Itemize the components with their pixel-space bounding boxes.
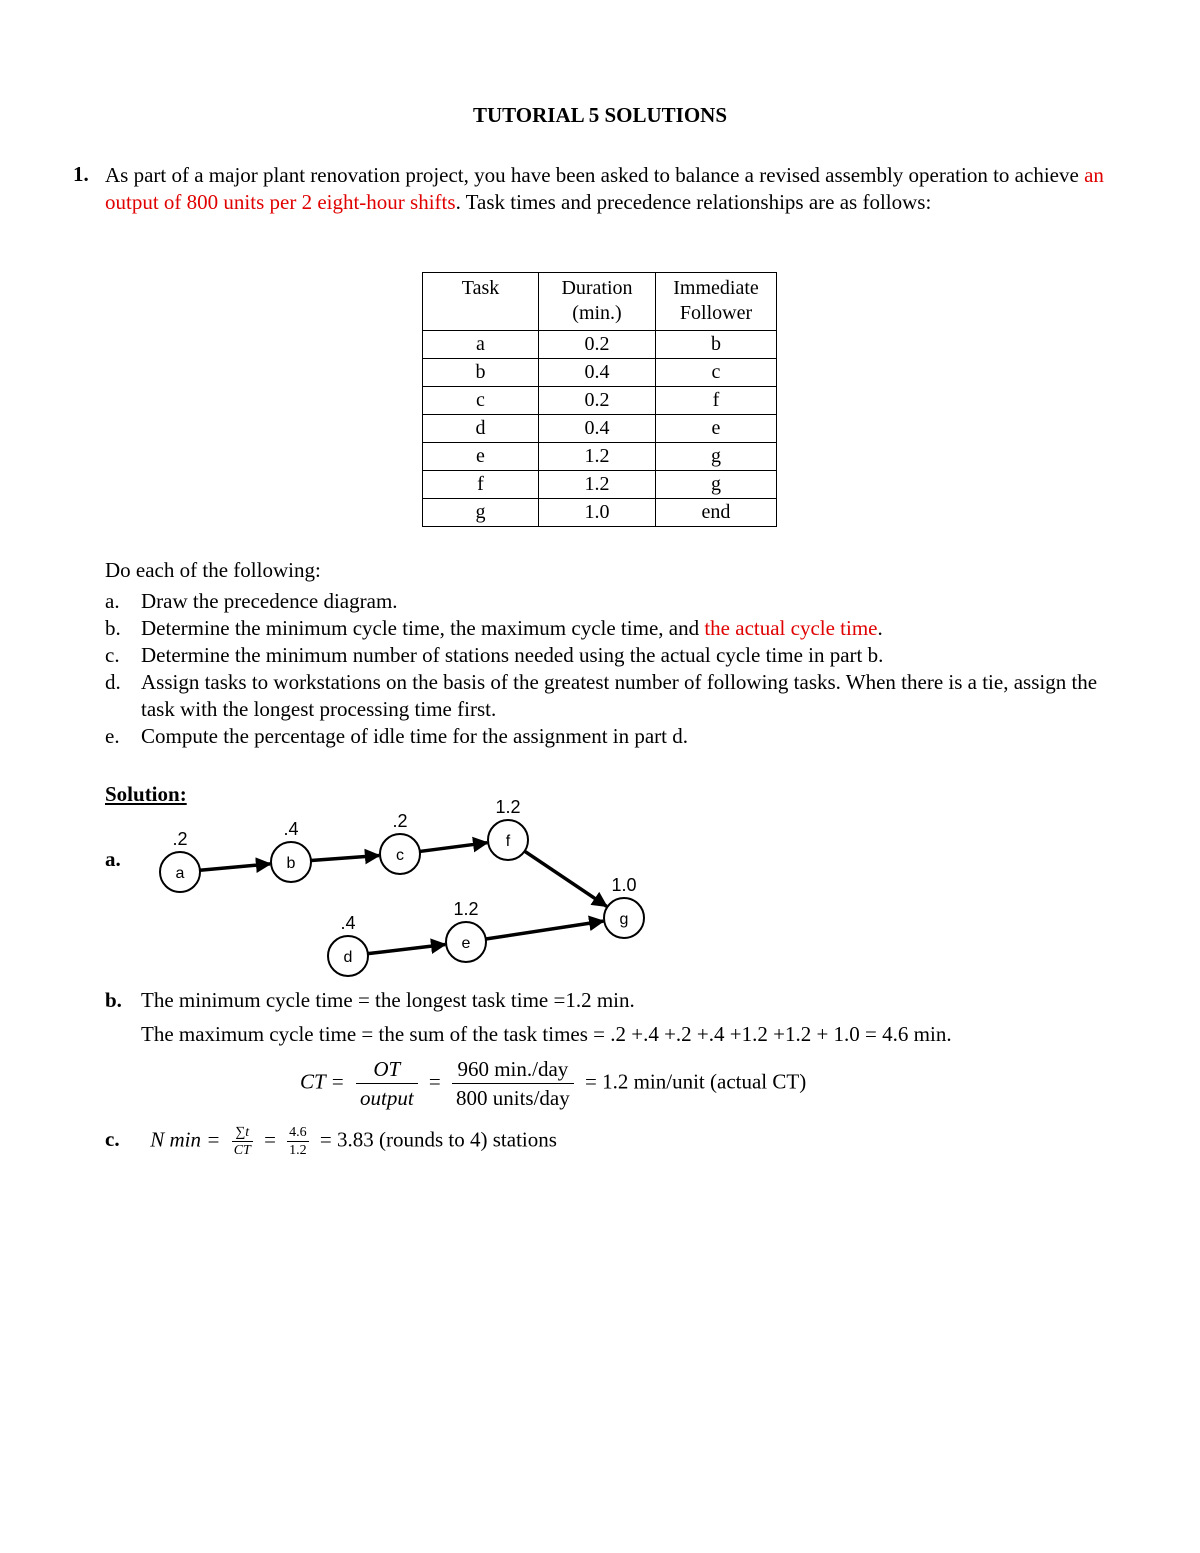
instruction-item (105, 615, 1135, 642)
edge-d-e (368, 944, 445, 953)
question-number: 1. (73, 162, 89, 186)
nmin-frac2-den: 1.2 (289, 1143, 307, 1158)
nmin-fraction-2 (287, 1124, 309, 1159)
table-row (423, 359, 777, 387)
node-time: 1.2 (453, 899, 479, 919)
node-c (380, 811, 420, 874)
node-a (160, 829, 200, 892)
page-title: TUTORIAL 5 SOLUTIONS (472, 103, 728, 127)
edge-e-g (486, 921, 603, 939)
table-cell: b (656, 331, 777, 359)
ct-result: = 1.2 min/unit (actual CT) (585, 1069, 807, 1094)
instruction-text: Assign tasks to workstations on the basis of the greatest number of following tasks. When there is a tie, assign the task with the longest processing time first. (141, 670, 1098, 721)
table-row (423, 499, 777, 527)
table-cell: g (423, 499, 539, 527)
question-highlight: an output of 800 units per 2 eight-hour shifts (105, 163, 1104, 214)
nmin-result: = 3.83 (rounds to 4) stations (319, 1127, 557, 1152)
node-e (446, 899, 486, 962)
table-row (423, 471, 777, 499)
nmin-frac1-num: ∑t (232, 1124, 253, 1142)
question-text (105, 162, 1130, 216)
ct-fraction-1 (356, 1055, 418, 1112)
node-g (604, 875, 644, 938)
edge-c-f (420, 843, 487, 852)
table-cell: 1.2 (539, 471, 656, 499)
node-time: .2 (172, 829, 188, 849)
node-label: f (505, 833, 511, 850)
instruction-letter: d. (105, 670, 121, 694)
node-time: .4 (283, 819, 299, 839)
node-b (271, 819, 311, 882)
node-time: 1.2 (495, 797, 521, 817)
table-cell: f (423, 471, 539, 499)
max-cycle-time-text: The maximum cycle time = the sum of the task times = .2 +.4 +.2 +.4 +1.2 +1.2 + 1.0 = 4.6 min. (141, 1022, 952, 1046)
table-row (423, 331, 777, 359)
instruction-item (105, 669, 1135, 723)
node-time: .4 (340, 913, 356, 933)
table-cell: 0.2 (539, 331, 656, 359)
edge-f-g (525, 851, 607, 906)
instruction-item (105, 723, 1135, 750)
ct-equation (300, 1055, 806, 1115)
ct-frac1-den: output (359, 1086, 414, 1110)
nmin-lhs: N min = (150, 1127, 221, 1152)
ct-frac1-num: OT (356, 1055, 418, 1084)
node-label: g (619, 911, 629, 928)
edge-b-c (311, 856, 379, 861)
table-row (423, 387, 777, 415)
table-cell: end (656, 499, 777, 527)
table-row (423, 443, 777, 471)
instruction-text: Determine the minimum number of stations needed using the actual cycle time in part b. (141, 643, 884, 667)
table-cell: a (423, 331, 539, 359)
nmin-frac1-den: CT (233, 1143, 251, 1158)
node-label: a (175, 865, 185, 882)
node-label: e (461, 935, 471, 952)
table-cell: 1.0 (539, 499, 656, 527)
instruction-letter: e. (105, 724, 120, 748)
instruction-item (105, 642, 1135, 669)
table-cell: 1.2 (539, 443, 656, 471)
table-cell: d (423, 415, 539, 443)
instruction-text-after: . (877, 616, 883, 640)
table-cell: 0.4 (539, 359, 656, 387)
table-row (423, 415, 777, 443)
instruction-text: Determine the minimum cycle time, the maximum cycle time, and (141, 616, 705, 640)
table-cell: c (656, 359, 777, 387)
question-text-before: As part of a major plant renovation project, you have been asked to balance a revised assembly operation to achieve (105, 163, 1085, 187)
table-header: Duration (min.) (539, 273, 656, 331)
nmin-equals: = (264, 1127, 276, 1152)
instruction-highlight: the actual cycle time (704, 616, 878, 640)
node-label: d (343, 949, 353, 966)
table-header: Immediate Follower (656, 273, 777, 331)
table-cell: e (656, 415, 777, 443)
table-cell: g (656, 443, 777, 471)
instruction-text: Draw the precedence diagram. (141, 589, 398, 613)
node-time: 1.0 (611, 875, 637, 895)
ct-fraction-2 (452, 1055, 574, 1112)
nmin-frac2-num: 4.6 (289, 1125, 307, 1140)
table-cell: f (656, 387, 777, 415)
node-time: .2 (392, 811, 408, 831)
ct-equals: = (428, 1069, 441, 1094)
instruction-item (105, 588, 1135, 615)
table-cell: e (423, 443, 539, 471)
instructions-intro: Do each of the following: (105, 558, 321, 582)
table-cell: b (423, 359, 539, 387)
instructions-list (105, 588, 1135, 750)
edge-a-b (200, 864, 270, 870)
part-b-label: b. (105, 988, 122, 1012)
table-cell: 0.2 (539, 387, 656, 415)
table-cell: 0.4 (539, 415, 656, 443)
part-b-line1 (105, 988, 635, 1013)
ct-frac2-num: 960 min./day (452, 1055, 574, 1084)
ct-lhs: CT = (300, 1069, 345, 1094)
table-cell: c (423, 387, 539, 415)
table-cell: g (656, 471, 777, 499)
instruction-letter: a. (105, 589, 120, 613)
part-a-label: a. (105, 847, 121, 871)
min-cycle-time-text: The minimum cycle time = the longest task time =1.2 min. (141, 988, 635, 1012)
part-c-equation (105, 1124, 557, 1159)
node-label: b (286, 855, 296, 872)
nmin-fraction-1 (232, 1124, 253, 1159)
table-header-row (423, 273, 777, 331)
node-d (328, 913, 368, 976)
task-table (422, 272, 777, 527)
solution-heading: Solution: (105, 782, 187, 806)
ct-frac2-den: 800 units/day (456, 1086, 570, 1110)
node-label: c (396, 847, 404, 864)
instruction-letter: c. (105, 643, 120, 667)
instruction-text: Compute the percentage of idle time for the assignment in part d. (141, 724, 689, 748)
instruction-letter: b. (105, 616, 121, 640)
table-header: Task (423, 273, 539, 331)
precedence-diagram (0, 770, 720, 985)
part-c-label: c. (105, 1127, 120, 1152)
node-f (488, 797, 528, 860)
question-text-after: . Task times and precedence relationships are as follows: (455, 190, 932, 214)
